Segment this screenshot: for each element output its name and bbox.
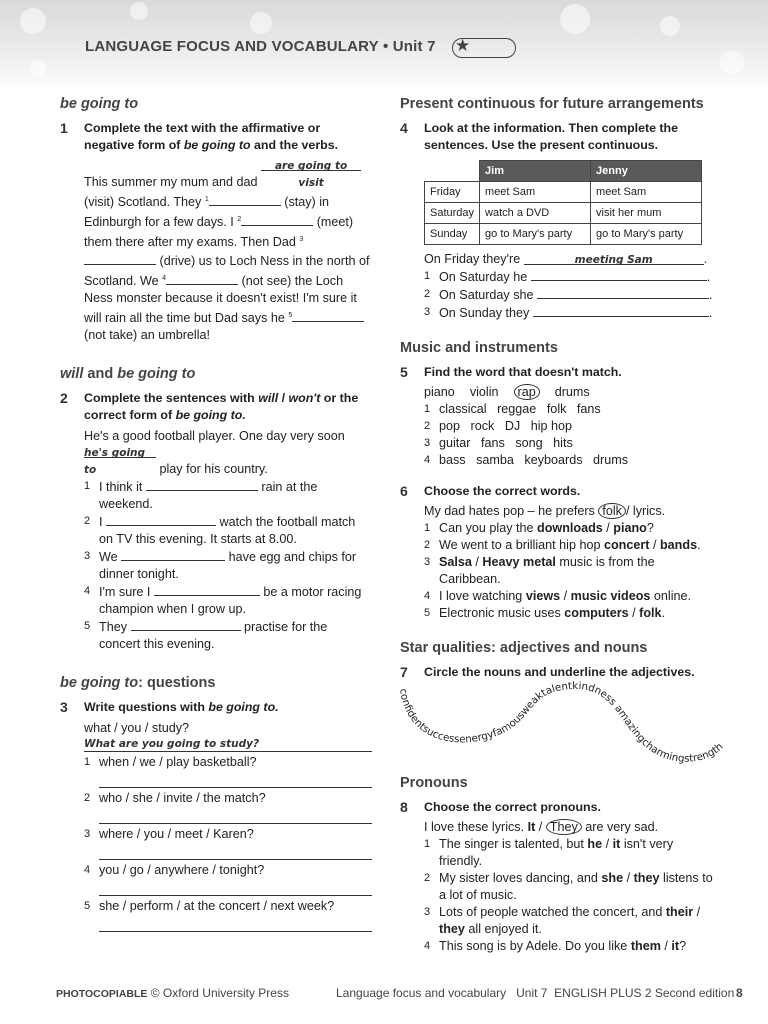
ex6-items (424, 520, 716, 622)
list-item: 2 On Saturday she . (424, 288, 713, 302)
section-title-star-qualities: Star qualities: adjectives and nouns (400, 640, 648, 656)
instructions: Complete the text with the affirmative or negative form of be going to and the verbs. (84, 121, 339, 152)
answer-blank[interactable] (106, 513, 216, 526)
word-snake (396, 681, 736, 769)
footer-left (56, 986, 289, 1000)
list-item: 5 she / perform / at the concert / next week? (84, 898, 335, 913)
answer-blank[interactable] (209, 193, 281, 206)
instructions: Choose the correct pronouns. (424, 800, 601, 814)
table-row: Sunday go to Mary's party go to Mary's party (425, 224, 702, 245)
exercise-4 (400, 120, 716, 322)
list-item: 1 classical reggae folk fans (424, 402, 601, 416)
exercise-number: 5 (400, 364, 408, 380)
section-title-questions: be going to: questions (60, 674, 216, 691)
svg-text:confidentsuccessenergyfamouswe (397, 681, 725, 765)
answer-blank[interactable] (241, 213, 313, 226)
answer-line[interactable] (99, 843, 372, 860)
exercise-number: 3 (60, 698, 68, 715)
exercise-5 (400, 364, 716, 469)
exercise-number: 4 (400, 120, 408, 136)
ex3-items (84, 754, 372, 932)
instructions: Look at the information. Then complete the sentences. Use the present continuous. (424, 121, 679, 152)
answer-blank[interactable] (292, 309, 364, 322)
list-item: 1 I think it rain at the weekend. (84, 479, 318, 511)
ex4-items (424, 268, 716, 322)
circled-word: rap (514, 384, 540, 400)
word-snake-text: confidentsuccessenergyfamousweaktalentkindness amazingcharmingstrength (396, 681, 726, 765)
list-item: 4 I love watching views / music videos online. (424, 589, 692, 603)
example-sentence: I love these lyrics. It / They are very sad. (424, 820, 659, 834)
answer-line[interactable] (99, 879, 372, 896)
list-item: 5 Electronic music uses computers / folk. (424, 606, 666, 620)
section-title-be-going-to: be going to (60, 96, 139, 112)
section-title-present-continuous: Present continuous for future arrangements (400, 96, 704, 112)
list-item: 2 who / she / invite / the match? (84, 790, 266, 805)
list-item: 3 guitar fans song hits (424, 436, 573, 450)
answer-blank[interactable] (531, 268, 707, 281)
list-item: 1 Can you play the downloads / piano? (424, 521, 654, 535)
footer-center: Language focus and vocabulary Unit 7 ENGLISH PLUS 2 Second edition (336, 986, 735, 1000)
exercise-2 (60, 390, 372, 653)
instructions: Complete the sentences with will / won't or the correct form of be going to. (84, 390, 359, 422)
answer-line[interactable] (99, 915, 372, 932)
list-item: 4 you / go / anywhere / tonight? (84, 862, 265, 877)
section-title-will-going-to: will and be going to (60, 365, 196, 382)
list-item: 2 I watch the football match on TV this evening. It starts at 8.00. (84, 514, 356, 546)
example-answer: What are you going to study? (84, 737, 372, 752)
list-item: 4 This song is by Adele. Do you like them / it? (424, 939, 687, 953)
list-item: 1 The singer is talented, but he / it isn't very friendly. (424, 837, 674, 868)
exercise-7 (400, 664, 716, 681)
example-words: piano violin rap drums (424, 385, 590, 399)
star-icon: ★ (455, 36, 471, 55)
header-band (0, 0, 768, 92)
ex8-items (424, 836, 716, 955)
copyright: © Oxford University Press (150, 986, 289, 1000)
page-title: LANGUAGE FOCUS AND VOCABULARY • Unit 7 (85, 38, 436, 55)
exercise-number: 8 (400, 799, 408, 815)
example-answer: meeting Sam (524, 252, 704, 265)
list-item: 3 We have egg and chips for dinner tonight. (84, 549, 357, 581)
answer-blank[interactable] (84, 252, 156, 265)
section-title-pronouns: Pronouns (400, 775, 468, 791)
schedule-table (424, 160, 702, 245)
page-number: 8 (736, 986, 743, 1000)
answer-blank[interactable] (154, 583, 260, 596)
circled-word: They (546, 819, 582, 835)
list-item: 1 On Saturday he . (424, 270, 711, 284)
list-item: 3 On Sunday they . (424, 306, 713, 320)
list-item: 3 where / you / meet / Karen? (84, 826, 254, 841)
answer-line[interactable] (99, 807, 372, 824)
list-item: 1 when / we / play basketball? (84, 754, 257, 769)
exercise-1 (60, 120, 372, 344)
exercise-number: 2 (60, 389, 68, 406)
exercise-number: 1 (60, 120, 68, 136)
ex5-items (424, 401, 716, 469)
example-sentence: On Friday they're meeting Sam . (424, 252, 708, 266)
list-item: 3 Salsa / Heavy metal music is from the Caribbean. (424, 555, 655, 586)
cloze-text: This summer my mum and dad are going to visit (visit) Scotland. They $^1$ (stay) in Edinburgh for a few days. I $^2$ (meet) them there after my exams. Then Dad $^3$ (drive) us to Loch Ness in the north of Scotland. We $^4$ (not see) the Loch Ness monster because it doesn't exist! I'm sure it will rain all the time but Dad says he $^5$ (not take) an umbrella! (84, 160, 370, 342)
example-answer: are going to visit (261, 158, 361, 171)
circled-word: folk (598, 503, 626, 519)
answer-blank[interactable] (537, 286, 709, 299)
list-item: 2 pop rock DJ hip hop (424, 419, 573, 433)
difficulty-badge (452, 38, 516, 58)
answer-line[interactable] (99, 771, 372, 788)
table-header-row: Jim Jenny (425, 161, 702, 182)
list-item: 4 bass samba keyboards drums (424, 453, 629, 467)
list-item: 4 I'm sure I be a motor racing champion when I grow up. (84, 584, 362, 616)
example-sentence: He's a good football player. One day very soon he's going to play for his country. (84, 428, 345, 476)
answer-blank[interactable] (533, 304, 709, 317)
instructions: Find the word that doesn't match. (424, 365, 622, 379)
exercise-6 (400, 483, 716, 622)
exercise-number: 6 (400, 483, 408, 499)
left-column (60, 96, 372, 932)
ex2-items (84, 478, 372, 653)
exercise-number: 7 (400, 664, 408, 680)
right-column (396, 96, 726, 955)
table-row: Friday meet Sam meet Sam (425, 182, 702, 203)
example-question: what / you / study? (84, 720, 190, 735)
list-item: 2 My sister loves dancing, and she / they listens to a lot of music. (424, 871, 713, 902)
answer-blank[interactable] (131, 618, 241, 631)
table-row: Saturday watch a DVD visit her mum (425, 203, 702, 224)
list-item: 5 They practise for the concert this evening. (84, 619, 328, 651)
instructions: Write questions with be going to. (84, 699, 279, 714)
list-item: 3 Lots of people watched the concert, and their / they all enjoyed it. (424, 905, 701, 936)
exercise-3 (60, 699, 372, 932)
instructions: Choose the correct words. (424, 484, 581, 498)
example-sentence: My dad hates pop – he prefers folk / lyrics. (424, 504, 666, 518)
exercise-8 (400, 799, 716, 955)
answer-blank[interactable] (166, 272, 238, 285)
example-answer: he's going to (84, 445, 156, 458)
section-title-music: Music and instruments (400, 340, 558, 356)
answer-blank[interactable] (146, 478, 258, 491)
list-item: 2 We went to a brilliant hip hop concert / bands. (424, 538, 701, 552)
photocopiable-label: PHOTOCOPIABLE (56, 988, 148, 1000)
instructions: Circle the nouns and underline the adjectives. (424, 665, 695, 679)
answer-blank[interactable] (121, 548, 225, 561)
